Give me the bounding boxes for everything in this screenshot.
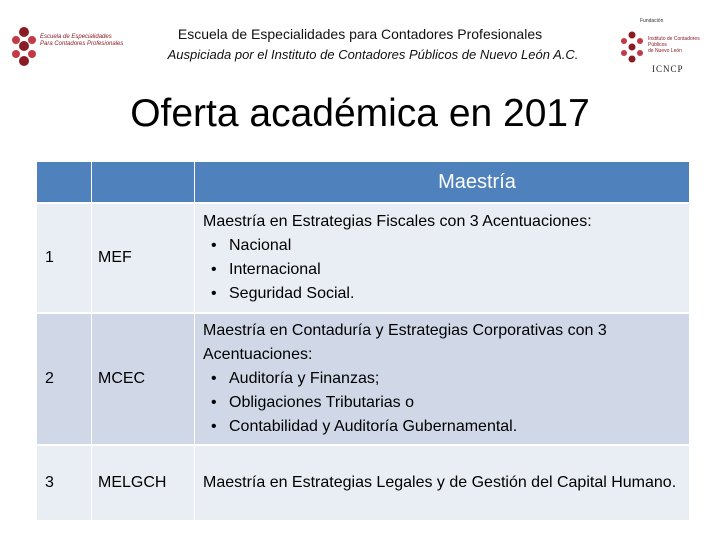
school-name: Escuela de Especialidades para Contadores Profesionales (177, 26, 543, 42)
institute-logo (618, 18, 706, 78)
emphasis-item: • Nacional (203, 234, 681, 258)
program-table (37, 162, 690, 520)
program-code: MCEC (92, 312, 195, 444)
institute-logo-small-text: Fundación (640, 18, 664, 24)
school-logo-text-2: Para Contadores Profesionales (40, 41, 124, 47)
institute-logo-text-2: de Nuevo León (648, 48, 682, 54)
row-number: 1 (37, 202, 92, 312)
sponsor-line: Auspiciada por el Instituto de Contadores Públicos de Nuevo León A.C. (167, 47, 579, 62)
institute-logo-text-1: Instituto de Contadores Públicos (648, 36, 700, 48)
program-code: MEF (92, 202, 195, 312)
header-cell-maestria: Maestría (195, 162, 690, 202)
emphasis-item: • Seguridad Social. (203, 282, 681, 306)
table-header-row (37, 162, 690, 202)
emphasis-item: • Contabilidad y Auditoría Gubernamental. (203, 415, 681, 439)
table-row (37, 444, 690, 520)
program-code: MELGCH (92, 444, 195, 520)
program-title: Maestría en Contaduría y Estrategias Corporativas con 3 Acentuaciones: (203, 322, 607, 363)
program-description (195, 444, 690, 520)
emphasis-item: • Auditoría y Finanzas; (203, 367, 681, 391)
emphasis-item: • Internacional (203, 258, 681, 282)
header-cell-code (92, 162, 195, 202)
header-cell-num (37, 162, 92, 202)
program-title: Maestría en Estrategias Fiscales con 3 Acentuaciones: (203, 213, 592, 230)
page-title: Oferta académica en 2017 (130, 92, 590, 135)
school-logo-text-1: Escuela de Especialidades (40, 34, 112, 40)
program-title: Maestría en Estrategias Legales y de Gestión del Capital Humano. (203, 474, 677, 491)
emphasis-item: • Obligaciones Tributarias o (203, 391, 681, 415)
program-description (195, 202, 690, 312)
emphasis-list (203, 234, 681, 306)
row-number: 2 (37, 312, 92, 444)
table-row (37, 312, 690, 444)
institute-abbreviation: ICNCP (652, 64, 684, 74)
emphasis-list (203, 367, 681, 439)
institute-logo-icon (618, 30, 646, 64)
row-number: 3 (37, 444, 92, 520)
table-row (37, 202, 690, 312)
program-description (195, 312, 690, 444)
